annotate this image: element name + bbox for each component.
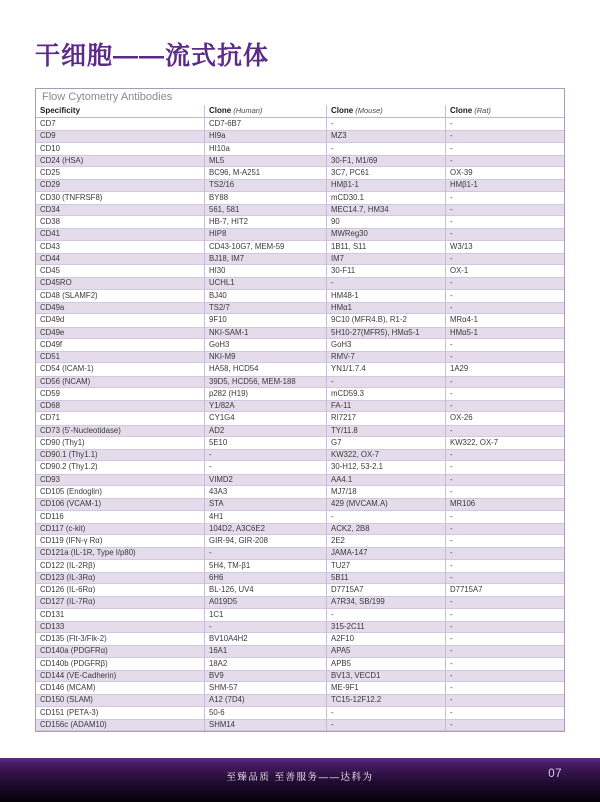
- clone-cell: 2E2: [326, 535, 445, 547]
- clone-cell: 90: [326, 216, 445, 228]
- specificity-cell: CD150 (SLAM): [40, 695, 93, 705]
- column-header-label: Clone: [331, 106, 354, 115]
- clone-cell: HMβ1-1: [445, 179, 564, 191]
- clone-cell: 39D5, HCD56, MEM-188: [204, 376, 326, 388]
- clone-cell: GoH3: [326, 339, 445, 351]
- table-row: [36, 425, 564, 437]
- footer-slogan: 至臻品质 至善服务——达科为: [226, 772, 374, 783]
- column-header-clone-human: [204, 105, 326, 117]
- table-row: [36, 327, 564, 339]
- specificity-cell: CD41: [40, 229, 60, 239]
- clone-cell: -: [445, 547, 564, 559]
- table-row: [36, 143, 564, 155]
- specificity-cell: CD144 (VE-Cadherin): [40, 670, 117, 680]
- specificity-cell: CD140a (PDGFRα): [40, 646, 108, 656]
- clone-cell: MZ3: [326, 130, 445, 142]
- table-row: [36, 572, 564, 584]
- clone-cell: W3/13: [445, 241, 564, 253]
- clone-cell: -: [445, 155, 564, 167]
- clone-cell: TS2/16: [204, 179, 326, 191]
- clone-cell: HI9a: [204, 130, 326, 142]
- clone-cell: OX-39: [445, 167, 564, 179]
- page-title: 干细胞——流式抗体: [35, 42, 270, 70]
- clone-cell: -: [445, 204, 564, 216]
- table-row: [36, 547, 564, 559]
- clone-cell: APA5: [326, 645, 445, 657]
- clone-cell: -: [445, 253, 564, 265]
- footer-bar: [0, 758, 600, 802]
- clone-cell: -: [445, 118, 564, 130]
- clone-cell: 9C10 (MFR4.B), R1-2: [326, 314, 445, 326]
- clone-cell: SHM-57: [204, 682, 326, 694]
- clone-cell: G7: [326, 437, 445, 449]
- clone-cell: -: [445, 425, 564, 437]
- table-row: [36, 486, 564, 498]
- specificity-cell: CD49a: [40, 302, 65, 312]
- clone-cell: ML5: [204, 155, 326, 167]
- clone-cell: OX-1: [445, 265, 564, 277]
- clone-cell: -: [445, 658, 564, 670]
- clone-cell: HI30: [204, 265, 326, 277]
- clone-cell: AD2: [204, 425, 326, 437]
- clone-cell: GoH3: [204, 339, 326, 351]
- specificity-cell: CD56 (NCAM): [40, 376, 91, 386]
- clone-cell: -: [445, 682, 564, 694]
- clone-cell: HMβ1-1: [326, 179, 445, 191]
- clone-cell: MWReg30: [326, 228, 445, 240]
- clone-cell: A12 (7D4): [204, 694, 326, 706]
- table-row: [36, 437, 564, 449]
- clone-cell: Y1/82A: [204, 400, 326, 412]
- table-row: [36, 694, 564, 706]
- specificity-cell: CD49e: [40, 327, 65, 337]
- specificity-cell: CD10: [40, 143, 60, 153]
- specificity-cell: CD126 (IL-6Rα): [40, 585, 96, 595]
- table-row: [36, 228, 564, 240]
- clone-cell: -: [326, 719, 445, 731]
- page-number: 07: [548, 768, 562, 780]
- table-row: [36, 719, 564, 731]
- clone-cell: -: [445, 216, 564, 228]
- clone-cell: -: [326, 707, 445, 719]
- clone-cell: -: [445, 130, 564, 142]
- specificity-cell: CD29: [40, 180, 60, 190]
- table-row: [36, 461, 564, 473]
- table-row: [36, 658, 564, 670]
- specificity-cell: CD90.2 (Thy1.2): [40, 462, 98, 472]
- clone-cell: BY88: [204, 192, 326, 204]
- clone-cell: -: [445, 339, 564, 351]
- clone-cell: mCD59.3: [326, 388, 445, 400]
- specificity-cell: CD49d: [40, 315, 65, 325]
- clone-cell: BC96, M-A251: [204, 167, 326, 179]
- clone-cell: BV10A4H2: [204, 633, 326, 645]
- clone-cell: -: [445, 461, 564, 473]
- column-header-clone-mouse: [326, 105, 445, 117]
- clone-cell: -: [445, 228, 564, 240]
- clone-cell: 3C7, PC61: [326, 167, 445, 179]
- specificity-cell: CD51: [40, 352, 60, 362]
- table-row: [36, 265, 564, 277]
- clone-cell: -: [445, 351, 564, 363]
- clone-cell: -: [445, 633, 564, 645]
- clone-cell: -: [204, 547, 326, 559]
- specificity-cell: CD73 (5'-Nucleotidase): [40, 425, 121, 435]
- clone-cell: -: [445, 400, 564, 412]
- table-row: [36, 241, 564, 253]
- clone-cell: OX-26: [445, 412, 564, 424]
- clone-cell: HMα5-1: [445, 327, 564, 339]
- clone-cell: -: [445, 277, 564, 289]
- clone-cell: JAMA-147: [326, 547, 445, 559]
- clone-cell: -: [445, 511, 564, 523]
- specificity-cell: CD119 (IFN-γ Rα): [40, 536, 103, 546]
- clone-cell: -: [445, 707, 564, 719]
- clone-cell: BV13, VECD1: [326, 670, 445, 682]
- specificity-cell: CD44: [40, 253, 60, 263]
- clone-cell: BV9: [204, 670, 326, 682]
- clone-cell: -: [204, 621, 326, 633]
- table-row: [36, 609, 564, 621]
- clone-cell: APB5: [326, 658, 445, 670]
- table-row: [36, 302, 564, 314]
- clone-cell: 30-H12, 53-2.1: [326, 461, 445, 473]
- table-row: [36, 707, 564, 719]
- clone-cell: HA58, HCD54: [204, 363, 326, 375]
- clone-cell: 429 (MVCAM.A): [326, 498, 445, 510]
- clone-cell: -: [204, 461, 326, 473]
- clone-cell: -: [445, 560, 564, 572]
- clone-cell: NKI-SAM-1: [204, 327, 326, 339]
- clone-cell: A7R34, SB/199: [326, 596, 445, 608]
- table-row: [36, 192, 564, 204]
- clone-cell: TU27: [326, 560, 445, 572]
- specificity-cell: CD59: [40, 388, 60, 398]
- clone-cell: -: [445, 596, 564, 608]
- clone-cell: -: [445, 645, 564, 657]
- specificity-cell: CD135 (Flt-3/Flk-2): [40, 634, 107, 644]
- clone-cell: UCHL1: [204, 277, 326, 289]
- specificity-cell: CD68: [40, 401, 60, 411]
- column-header-label: Specificity: [40, 106, 81, 115]
- specificity-cell: CD105 (Endoglin): [40, 486, 102, 496]
- clone-cell: TC15-12F12.2: [326, 694, 445, 706]
- table-row: [36, 204, 564, 216]
- table-row: [36, 645, 564, 657]
- clone-cell: -: [445, 621, 564, 633]
- specificity-cell: CD43: [40, 241, 60, 251]
- specificity-cell: CD123 (IL-3Rα): [40, 572, 96, 582]
- specificity-cell: CD156c (ADAM10): [40, 720, 107, 730]
- specificity-cell: CD7: [40, 119, 56, 128]
- table-row: [36, 376, 564, 388]
- clone-cell: GIR-94, GIR-208: [204, 535, 326, 547]
- clone-cell: MR106: [445, 498, 564, 510]
- clone-cell: -: [326, 511, 445, 523]
- table-row: [36, 216, 564, 228]
- clone-cell: -: [326, 118, 445, 130]
- clone-cell: -: [445, 302, 564, 314]
- clone-cell: MRα4-1: [445, 314, 564, 326]
- clone-cell: -: [326, 277, 445, 289]
- antibody-table: [35, 88, 565, 732]
- specificity-cell: CD48 (SLAMF2): [40, 290, 98, 300]
- specificity-cell: CD116: [40, 511, 64, 521]
- clone-cell: CD43-10G7, MEM-59: [204, 241, 326, 253]
- clone-cell: 18A2: [204, 658, 326, 670]
- specificity-cell: CD90 (Thy1): [40, 437, 85, 447]
- column-header-label: Clone: [450, 106, 473, 115]
- specificity-cell: CD151 (PETA-3): [40, 707, 99, 717]
- clone-cell: 1C1: [204, 609, 326, 621]
- clone-cell: 30-F1, M1/69: [326, 155, 445, 167]
- table-header-row: [36, 105, 564, 118]
- clone-cell: RI7217: [326, 412, 445, 424]
- clone-cell: -: [445, 670, 564, 682]
- table-row: [36, 498, 564, 510]
- column-header-species: (Rat): [474, 106, 491, 115]
- specificity-cell: CD30 (TNFRSF8): [40, 192, 103, 202]
- clone-cell: -: [445, 192, 564, 204]
- clone-cell: HB-7, HIT2: [204, 216, 326, 228]
- specificity-cell: CD90.1 (Thy1.1): [40, 450, 98, 460]
- clone-cell: NKI-M9: [204, 351, 326, 363]
- clone-cell: 4H1: [204, 511, 326, 523]
- specificity-cell: CD122 (IL-2Rβ): [40, 560, 96, 570]
- specificity-cell: CD93: [40, 474, 60, 484]
- table-row: [36, 363, 564, 375]
- specificity-cell: CD131: [40, 609, 65, 619]
- table-row: [36, 155, 564, 167]
- table-row: [36, 511, 564, 523]
- clone-cell: ME-9F1: [326, 682, 445, 694]
- table-row: [36, 277, 564, 289]
- column-header-species: (Human): [233, 106, 263, 115]
- clone-cell: 5H10-27(MFR5), HMα5-1: [326, 327, 445, 339]
- clone-cell: -: [445, 719, 564, 731]
- clone-cell: 315-2C11: [326, 621, 445, 633]
- clone-cell: KW322, OX-7: [326, 449, 445, 461]
- table-row: [36, 179, 564, 191]
- column-header-specificity: [36, 105, 204, 117]
- table-row: [36, 449, 564, 461]
- clone-cell: p282 (H19): [204, 388, 326, 400]
- clone-cell: -: [445, 523, 564, 535]
- specificity-cell: CD45: [40, 266, 60, 276]
- specificity-cell: CD38: [40, 217, 60, 227]
- clone-cell: D7715A7: [326, 584, 445, 596]
- clone-cell: 50-6: [204, 707, 326, 719]
- clone-cell: HI10a: [204, 143, 326, 155]
- specificity-cell: CD117 (c-kit): [40, 523, 86, 533]
- clone-cell: CD7-6B7: [204, 118, 326, 130]
- table-row: [36, 535, 564, 547]
- table-row: [36, 253, 564, 265]
- clone-cell: STA: [204, 498, 326, 510]
- column-header-label: Clone: [209, 106, 232, 115]
- clone-cell: 5E10: [204, 437, 326, 449]
- clone-cell: -: [445, 694, 564, 706]
- clone-cell: -: [445, 376, 564, 388]
- clone-cell: ACK2, 2B8: [326, 523, 445, 535]
- clone-cell: -: [445, 449, 564, 461]
- clone-cell: RMV-7: [326, 351, 445, 363]
- clone-cell: A019D5: [204, 596, 326, 608]
- clone-cell: 43A3: [204, 486, 326, 498]
- clone-cell: AA4.1: [326, 474, 445, 486]
- clone-cell: -: [445, 290, 564, 302]
- clone-cell: -: [326, 376, 445, 388]
- clone-cell: -: [445, 486, 564, 498]
- clone-cell: BJ18, IM7: [204, 253, 326, 265]
- clone-cell: -: [445, 143, 564, 155]
- clone-cell: -: [326, 143, 445, 155]
- clone-cell: MEC14.7, HM34: [326, 204, 445, 216]
- specificity-cell: CD146 (MCAM): [40, 683, 96, 693]
- specificity-cell: CD24 (HSA): [40, 155, 84, 165]
- table-row: [36, 523, 564, 535]
- clone-cell: VIMD2: [204, 474, 326, 486]
- specificity-cell: CD133: [40, 621, 65, 631]
- table-body: [36, 118, 564, 731]
- table-row: [36, 400, 564, 412]
- column-header-species: (Mouse): [355, 106, 383, 115]
- clone-cell: SHM14: [204, 719, 326, 731]
- specificity-cell: CD49f: [40, 339, 63, 349]
- clone-cell: BL-126, UV4: [204, 584, 326, 596]
- table-row: [36, 621, 564, 633]
- column-header-clone-rat: [445, 105, 564, 117]
- table-row: [36, 596, 564, 608]
- clone-cell: BJ40: [204, 290, 326, 302]
- clone-cell: A2F10: [326, 633, 445, 645]
- clone-cell: HM48-1: [326, 290, 445, 302]
- clone-cell: D7715A7: [445, 584, 564, 596]
- table-row: [36, 130, 564, 142]
- specificity-cell: CD71: [40, 413, 60, 423]
- specificity-cell: CD9: [40, 131, 56, 141]
- table-row: [36, 167, 564, 179]
- clone-cell: -: [445, 609, 564, 621]
- table-row: [36, 633, 564, 645]
- table-row: [36, 670, 564, 682]
- clone-cell: YN1/1.7.4: [326, 363, 445, 375]
- specificity-cell: CD54 (ICAM-1): [40, 364, 94, 374]
- table-title: Flow Cytometry Antibodies: [42, 91, 173, 103]
- clone-cell: mCD30.1: [326, 192, 445, 204]
- clone-cell: 1A29: [445, 363, 564, 375]
- clone-cell: 30-F11: [326, 265, 445, 277]
- clone-cell: KW322, OX-7: [445, 437, 564, 449]
- clone-cell: -: [445, 535, 564, 547]
- clone-cell: 9F10: [204, 314, 326, 326]
- table-row: [36, 560, 564, 572]
- specificity-cell: CD25: [40, 168, 60, 178]
- specificity-cell: CD140b (PDGFRβ): [40, 658, 108, 668]
- specificity-cell: CD34: [40, 204, 60, 214]
- clone-cell: HMα1: [326, 302, 445, 314]
- specificity-cell: CD45RO: [40, 278, 72, 288]
- clone-cell: 1B11, S11: [326, 241, 445, 253]
- clone-cell: -: [445, 572, 564, 584]
- clone-cell: TS2/7: [204, 302, 326, 314]
- specificity-cell: CD106 (VCAM-1): [40, 499, 102, 509]
- clone-cell: -: [326, 609, 445, 621]
- table-row: [36, 118, 564, 130]
- table-row: [36, 584, 564, 596]
- table-row: [36, 412, 564, 424]
- table-row: [36, 314, 564, 326]
- table-row: [36, 682, 564, 694]
- clone-cell: IM7: [326, 253, 445, 265]
- clone-cell: 5B11: [326, 572, 445, 584]
- clone-cell: HIP8: [204, 228, 326, 240]
- table-row: [36, 290, 564, 302]
- clone-cell: MJ7/18: [326, 486, 445, 498]
- clone-cell: 561, 581: [204, 204, 326, 216]
- clone-cell: -: [204, 449, 326, 461]
- clone-cell: -: [445, 474, 564, 486]
- clone-cell: TY/11.8: [326, 425, 445, 437]
- clone-cell: 5H4, TM-β1: [204, 560, 326, 572]
- table-row: [36, 388, 564, 400]
- clone-cell: 16A1: [204, 645, 326, 657]
- clone-cell: -: [445, 388, 564, 400]
- clone-cell: 6H6: [204, 572, 326, 584]
- specificity-cell: CD121a (IL-1R, Type I/p80): [40, 548, 136, 558]
- table-row: [36, 474, 564, 486]
- clone-cell: FA-11: [326, 400, 445, 412]
- table-row: [36, 351, 564, 363]
- clone-cell: 104D2, A3C6E2: [204, 523, 326, 535]
- table-row: [36, 339, 564, 351]
- specificity-cell: CD127 (IL-7Rα): [40, 597, 96, 607]
- clone-cell: CY1G4: [204, 412, 326, 424]
